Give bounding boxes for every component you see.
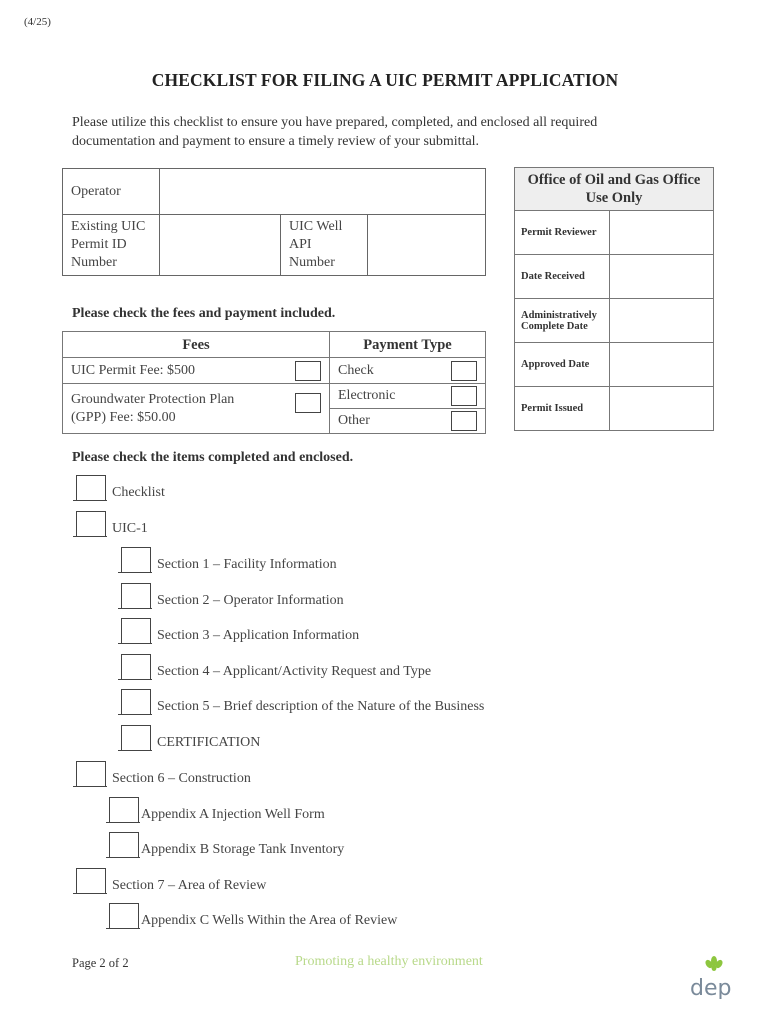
items-heading: Please check the items completed and enclosed. bbox=[72, 450, 354, 465]
check-checkbox[interactable] bbox=[451, 361, 477, 381]
admin-complete-date-label: Administratively Complete Date bbox=[515, 299, 610, 343]
list-item bbox=[76, 511, 148, 537]
dep-logo bbox=[688, 955, 740, 999]
appendix-c-checkbox[interactable] bbox=[109, 903, 139, 929]
operator-table bbox=[62, 168, 486, 276]
list-item bbox=[121, 725, 260, 751]
api-number-field[interactable] bbox=[368, 215, 486, 276]
item-label: Section 4 – Applicant/Activity Request and Type bbox=[157, 664, 432, 679]
checklist-checkbox[interactable] bbox=[76, 475, 106, 501]
item-label: Section 2 – Operator Information bbox=[157, 593, 344, 608]
fees-heading: Please check the fees and payment included. bbox=[72, 306, 336, 321]
other-checkbox[interactable] bbox=[451, 411, 477, 431]
office-use-table bbox=[514, 167, 714, 431]
payment-type-column-header: Payment Type bbox=[330, 332, 486, 358]
list-item bbox=[121, 654, 431, 680]
item-label: Section 6 – Construction bbox=[112, 771, 251, 786]
other-label: Other bbox=[338, 413, 370, 428]
item-label: UIC-1 bbox=[112, 521, 148, 536]
tagline: Promoting a healthy environment bbox=[295, 954, 483, 969]
permit-issued-label: Permit Issued bbox=[515, 387, 610, 431]
office-use-heading: Office of Oil and Gas Office Use Only bbox=[515, 168, 714, 211]
intro-text: Please utilize this checklist to ensure you have prepared, completed, and enclosed all required documentation and payment to ensure a timely review of your submittal. bbox=[72, 115, 598, 149]
fees-table bbox=[62, 331, 486, 434]
list-item bbox=[121, 583, 344, 609]
other-row bbox=[330, 409, 486, 434]
appendix-a-checkbox[interactable] bbox=[109, 797, 139, 823]
item-label: Section 1 – Facility Information bbox=[157, 557, 337, 572]
uic1-checkbox[interactable] bbox=[76, 511, 106, 537]
svg-text:dep: dep bbox=[690, 976, 732, 999]
electronic-label: Electronic bbox=[338, 388, 396, 403]
section5-checkbox[interactable] bbox=[121, 689, 151, 715]
electronic-checkbox[interactable] bbox=[451, 386, 477, 406]
certification-checkbox[interactable] bbox=[121, 725, 151, 751]
list-item bbox=[76, 761, 251, 787]
list-item bbox=[76, 868, 266, 894]
section1-checkbox[interactable] bbox=[121, 547, 151, 573]
item-label: Checklist bbox=[112, 485, 165, 500]
gpp-fee-label: Groundwater Protection Plan (GPP) Fee: $50.00 bbox=[71, 391, 235, 425]
admin-complete-date-field[interactable] bbox=[610, 299, 714, 343]
section2-checkbox[interactable] bbox=[121, 583, 151, 609]
item-label: CERTIFICATION bbox=[157, 735, 261, 750]
api-number-label: UIC Well API Number bbox=[281, 215, 368, 276]
section4-checkbox[interactable] bbox=[121, 654, 151, 680]
list-item bbox=[109, 903, 397, 929]
section6-checkbox[interactable] bbox=[76, 761, 106, 787]
section7-checkbox[interactable] bbox=[76, 868, 106, 894]
uic-fee-label: UIC Permit Fee: $500 bbox=[71, 362, 196, 378]
permit-issued-field[interactable] bbox=[610, 387, 714, 431]
existing-permit-field[interactable] bbox=[160, 215, 281, 276]
section3-checkbox[interactable] bbox=[121, 618, 151, 644]
electronic-row bbox=[330, 384, 486, 409]
gpp-fee-row bbox=[63, 384, 330, 434]
permit-reviewer-field[interactable] bbox=[610, 211, 714, 255]
check-label: Check bbox=[338, 362, 374, 378]
approved-date-field[interactable] bbox=[610, 343, 714, 387]
existing-permit-label: Existing UIC Permit ID Number bbox=[63, 215, 160, 276]
fees-column-header: Fees bbox=[63, 332, 330, 358]
list-item bbox=[109, 797, 325, 823]
list-item bbox=[109, 832, 344, 858]
date-received-field[interactable] bbox=[610, 255, 714, 299]
date-received-label: Date Received bbox=[515, 255, 610, 299]
page-number: Page 2 of 2 bbox=[72, 956, 129, 970]
gpp-fee-checkbox[interactable] bbox=[295, 393, 321, 413]
item-label: Section 7 – Area of Review bbox=[112, 878, 267, 893]
operator-field[interactable] bbox=[160, 169, 486, 215]
approved-date-label: Approved Date bbox=[515, 343, 610, 387]
uic-fee-checkbox[interactable] bbox=[295, 361, 321, 381]
revision-date: (4/25) bbox=[24, 16, 51, 28]
list-item bbox=[121, 689, 484, 715]
item-label: Appendix C Wells Within the Area of Review bbox=[141, 913, 398, 928]
item-label: Appendix B Storage Tank Inventory bbox=[141, 842, 345, 857]
check-row bbox=[330, 358, 486, 384]
uic-fee-row bbox=[63, 358, 330, 384]
operator-label: Operator bbox=[63, 169, 160, 215]
list-item bbox=[76, 475, 165, 501]
permit-reviewer-label: Permit Reviewer bbox=[515, 211, 610, 255]
leaf-icon bbox=[704, 956, 724, 971]
list-item bbox=[121, 618, 359, 644]
item-label: Section 5 – Brief description of the Nature of the Business bbox=[157, 699, 485, 714]
item-label: Appendix A Injection Well Form bbox=[141, 807, 325, 822]
appendix-b-checkbox[interactable] bbox=[109, 832, 139, 858]
page-title: CHECKLIST FOR FILING A UIC PERMIT APPLICATION bbox=[151, 70, 619, 90]
list-item bbox=[121, 547, 337, 573]
item-label: Section 3 – Application Information bbox=[157, 628, 360, 643]
